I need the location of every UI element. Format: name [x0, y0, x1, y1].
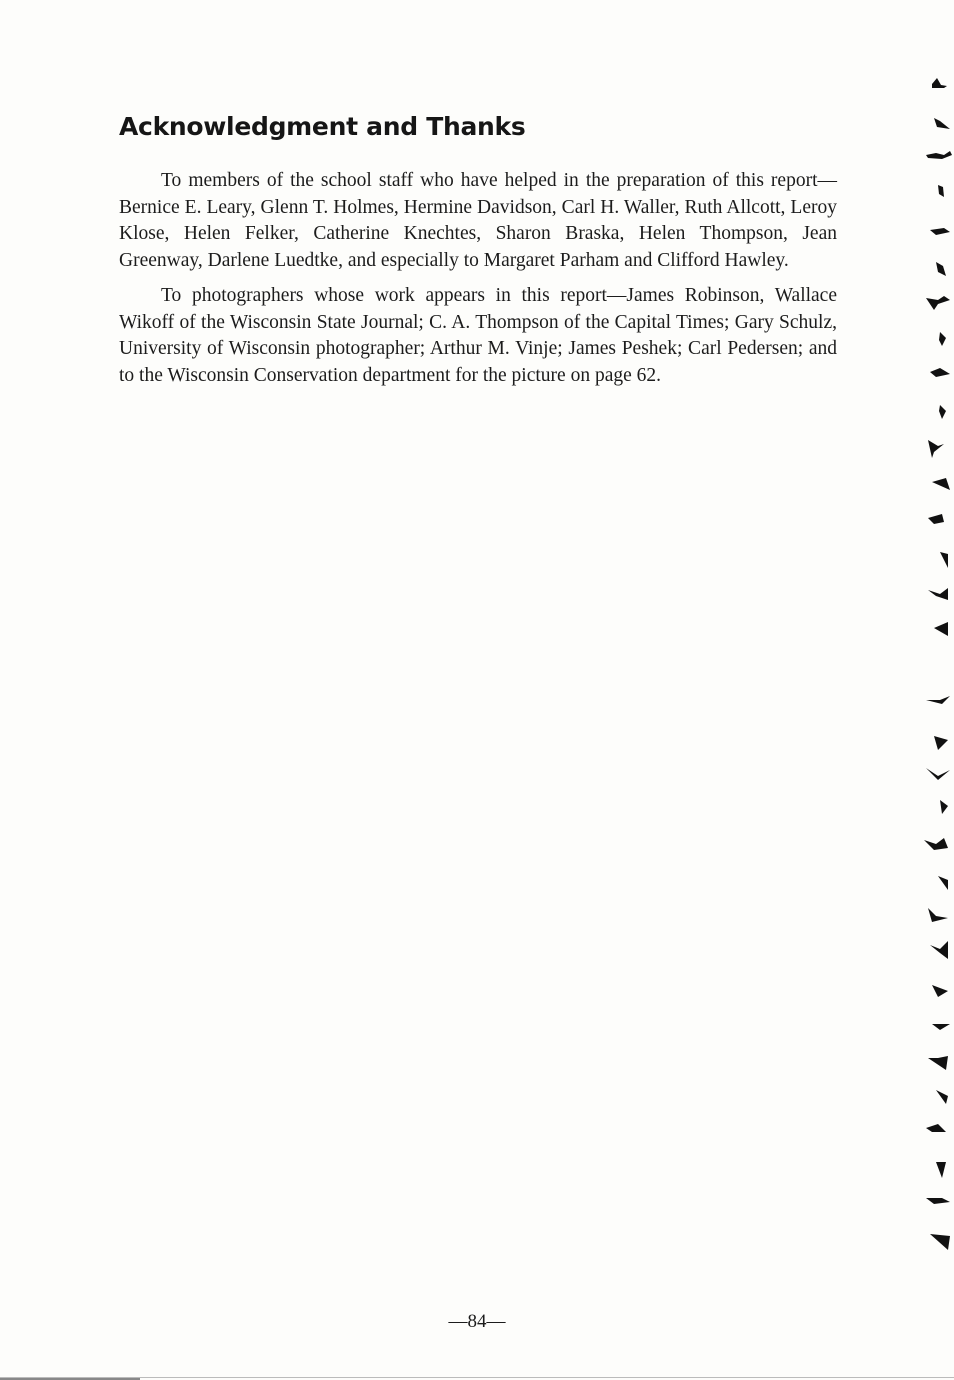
paragraph-staff-thanks: To members of the school staff who have helped in the preparation of this report—Bernice E. Leary, Glenn T. Holmes, Hermine Davidson, Carl H. Waller, Ruth Allcott, Leroy Klose, Helen Felker, Catherine Knechtes, Sharon Braska, Helen Thompson, Jean Greenway, Darlene Luedtke, and especially to Margaret Parham and Clifford Hawley.	[119, 170, 837, 272]
page-number: —84—	[448, 1311, 506, 1332]
scan-edge-line	[0, 1374, 954, 1380]
binding-holes-edge	[918, 0, 954, 1380]
paragraph-photographer-thanks: To photographers whose work appears in this report—James Robinson, Wallace Wikoff of the Wisconsin State Journal; C. A. Thompson of the Capital Times; Gary Schulz, University of Wisconsin photographer; Arthur M. Vinje; James Peshek; Carl Pedersen; and to the Wisconsin Conservation department for the picture on page 62.	[119, 284, 837, 386]
page-heading: Acknowledgment and Thanks	[119, 112, 526, 141]
body-text	[119, 168, 837, 398]
